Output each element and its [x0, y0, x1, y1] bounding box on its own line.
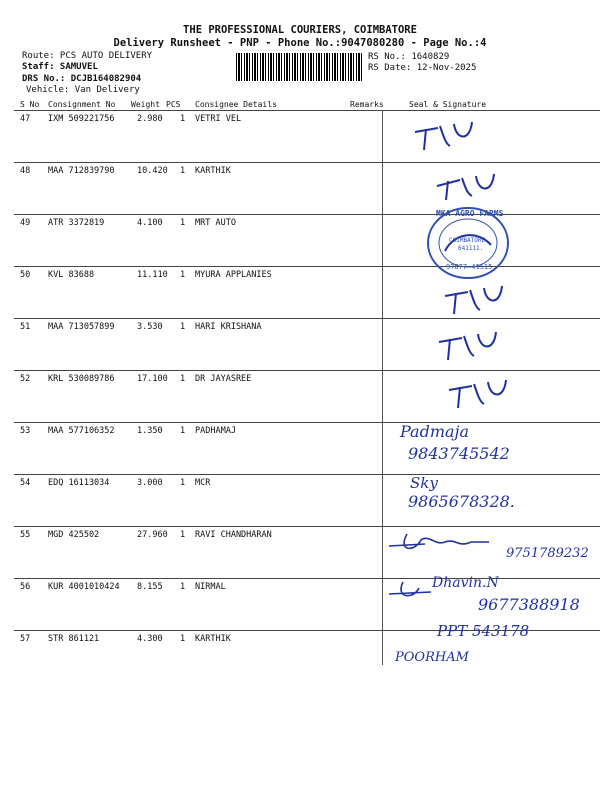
- handwritten-name: Sky: [410, 474, 438, 492]
- serial-number: 50: [20, 270, 31, 280]
- consignment-number: ATR 3372819: [48, 218, 105, 228]
- handwritten-phone: 9843745542: [408, 444, 510, 463]
- weight-value: 4.100: [137, 218, 163, 228]
- pieces-count: 1: [180, 322, 186, 332]
- row-divider: [14, 370, 600, 371]
- pieces-count: 1: [180, 270, 186, 280]
- weight-value: 3.000: [137, 478, 163, 488]
- consignment-number: MAA 577106352: [48, 426, 115, 436]
- col-weight: Weight: [131, 100, 160, 109]
- handwritten-name: Dhavin.N: [432, 575, 499, 591]
- handwritten-note: POORHAM: [395, 650, 469, 665]
- signature-scribble: [440, 280, 520, 316]
- handwritten-note: PPT 543178: [437, 622, 530, 640]
- serial-number: 51: [20, 322, 31, 332]
- consignee-name: MRT AUTO: [195, 218, 236, 228]
- handwritten-name: Padmaja: [400, 422, 470, 441]
- stamp-phone: 97877 41515: [446, 263, 493, 271]
- row-divider: [14, 422, 600, 423]
- row-divider: [14, 318, 600, 319]
- consignee-name: VETRI VEL: [195, 114, 242, 124]
- signature-scribble: [410, 118, 490, 152]
- weight-value: 17.100: [137, 374, 168, 384]
- stamp-city: COIMBATORE: [449, 237, 486, 244]
- weight-value: 4.300: [137, 634, 163, 644]
- serial-number: 49: [20, 218, 31, 228]
- vehicle-label: Vehicle: Van Delivery: [26, 85, 140, 95]
- consignee-name: KARTHIK: [195, 634, 231, 644]
- pieces-count: 1: [180, 374, 186, 384]
- row-divider: [14, 526, 600, 527]
- consignment-number: KUR 4001010424: [48, 582, 120, 592]
- pieces-count: 1: [180, 114, 186, 124]
- table-row: [0, 426, 600, 478]
- serial-number: 54: [20, 478, 31, 488]
- serial-number: 56: [20, 582, 31, 592]
- consignment-number: KVL 83688: [48, 270, 95, 280]
- col-seal-signature: Seal & Signature: [409, 100, 487, 109]
- col-remarks: Remarks: [350, 100, 384, 109]
- row-divider: [14, 266, 600, 267]
- rs-number: RS No.: 1640829: [368, 52, 450, 62]
- weight-value: 8.155: [137, 582, 163, 592]
- serial-number: 52: [20, 374, 31, 384]
- pieces-count: 1: [180, 530, 186, 540]
- drs-number: DRS No.: DCJB164082904: [22, 74, 142, 84]
- weight-value: 3.530: [137, 322, 163, 332]
- consignee-name: MYURA APPLANIES: [195, 270, 272, 280]
- weight-value: 10.420: [137, 166, 168, 176]
- serial-number: 55: [20, 530, 31, 540]
- signature-scribble: [432, 168, 512, 202]
- col-pcs: PCS: [166, 100, 181, 109]
- consignment-number: MAA 712839790: [48, 166, 115, 176]
- consignment-number: IXM 509221756: [48, 114, 115, 124]
- weight-value: 11.110: [137, 270, 168, 280]
- weight-value: 2.980: [137, 114, 163, 124]
- serial-number: 47: [20, 114, 31, 124]
- consignee-name: PADHAMAJ: [195, 426, 236, 436]
- company-title: THE PROFESSIONAL COURIERS, COIMBATORE: [183, 24, 417, 36]
- table-row: [0, 634, 600, 686]
- consignee-name: KARTHIK: [195, 166, 231, 176]
- signature-scribble: [385, 530, 495, 554]
- pieces-count: 1: [180, 478, 186, 488]
- consignment-number: MGD 425502: [48, 530, 100, 540]
- consignment-number: KRL 530089786: [48, 374, 115, 384]
- weight-value: 27.960: [137, 530, 168, 540]
- table-row: [0, 114, 600, 166]
- consignment-number: MAA 713057899: [48, 322, 115, 332]
- handwritten-phone: 9677388918: [478, 595, 580, 614]
- barcode: [236, 53, 364, 81]
- pieces-count: 1: [180, 426, 186, 436]
- header-divider: [14, 110, 600, 111]
- handwritten-phone: 9751789232: [506, 546, 589, 561]
- col-consignee: Consignee Details: [195, 100, 277, 109]
- stamp-pin: 641111.: [458, 245, 484, 252]
- consignee-name: DR JAYASREE: [195, 374, 252, 384]
- pieces-count: 1: [180, 582, 186, 592]
- row-divider: [14, 214, 600, 215]
- row-divider: [14, 474, 600, 475]
- weight-value: 1.350: [137, 426, 163, 436]
- runsheet-subtitle: Delivery Runsheet - PNP - Phone No.:9047080280 - Page No.:4: [113, 37, 487, 49]
- consignment-number: EDQ 16113034: [48, 478, 110, 488]
- serial-number: 48: [20, 166, 31, 176]
- row-divider: [14, 162, 600, 163]
- pieces-count: 1: [180, 218, 186, 228]
- staff-label: Staff: SAMUVEL: [22, 62, 98, 72]
- consignment-number: STR 861121: [48, 634, 100, 644]
- col-consignment: Consignment No: [48, 100, 116, 109]
- rs-date: RS Date: 12-Nov-2025: [368, 63, 477, 73]
- consignee-name: MCR: [195, 478, 211, 488]
- pieces-count: 1: [180, 634, 186, 644]
- signature-scribble: [385, 578, 435, 602]
- route-label: Route: PCS AUTO DELIVERY: [22, 51, 153, 61]
- signature-scribble: [444, 374, 524, 410]
- serial-number: 53: [20, 426, 31, 436]
- row-divider: [14, 578, 600, 579]
- consignee-name: HARI KRISHANA: [195, 322, 262, 332]
- consignee-name: NIRMAL: [195, 582, 226, 592]
- serial-number: 57: [20, 634, 31, 644]
- handwritten-phone: 9865678328.: [408, 492, 515, 511]
- pieces-count: 1: [180, 166, 186, 176]
- signature-scribble: [434, 326, 514, 362]
- col-sno: S No: [20, 100, 40, 109]
- stamp-name: MKA AGRO FARMS: [436, 209, 504, 218]
- consignee-name: RAVI CHANDHARAN: [195, 530, 272, 540]
